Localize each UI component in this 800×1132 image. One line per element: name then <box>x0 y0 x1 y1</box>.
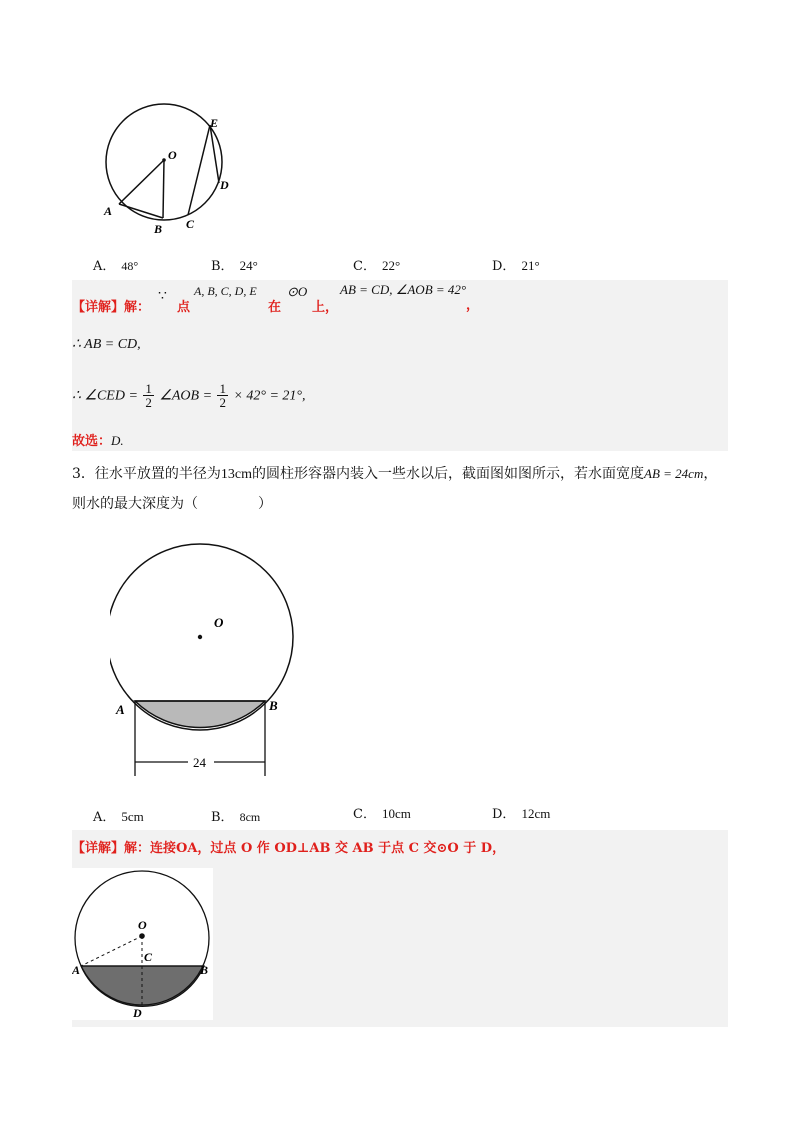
solution-line-3: ∴ ∠CED = $\frac{1}{2}$ ∠AOB = $\frac{1}{2}$ × 42° = 21°, <box>72 381 306 410</box>
solution-text: 解：连接OA，过点 O 作 OD⊥AB 交 AB 于点 C 交⊙O 于 D， <box>124 841 506 856</box>
solution-q3 <box>72 830 728 1027</box>
label-o: O <box>138 918 147 932</box>
solution-tag: 【详解】 <box>72 841 125 856</box>
solution-line-2: ∴ AB = CD, <box>72 337 141 352</box>
label-o: O <box>214 615 224 630</box>
q2-option-c: C． 22° <box>353 258 401 274</box>
q2-option-b: B． 24° <box>211 258 258 274</box>
label-b: B <box>154 222 163 236</box>
figure-circle-chords <box>92 94 252 239</box>
figure-water-cross-section <box>110 540 300 780</box>
label-d: D <box>220 178 229 192</box>
label-a: A <box>104 204 113 218</box>
label-b: B <box>200 963 209 977</box>
q2-option-d: D． 21° <box>492 258 540 274</box>
points-list: A, B, C, D, E <box>194 284 257 298</box>
solution-q2: 【详解】解： ∵ 点 A, B, C, D, E 在 ⊙O 上， AB = CD, ∠AOB = 42° ， ∴ AB = CD, ∴ ∠CED = $\frac{1}{2}$ ∠AOB = $\frac{1}{2}$ × 42° = 21°, 故选：D. <box>72 280 728 451</box>
condition-expr: AB = CD, ∠AOB = 42° <box>340 282 467 297</box>
q3-option-a: A． 5cm <box>93 809 144 825</box>
label-e: E <box>210 116 219 130</box>
because-symbol: ∵ <box>158 288 167 304</box>
question-3-line2: 则水的最大深度为（ ） <box>72 496 272 512</box>
label-o: O <box>168 148 177 162</box>
solution-tag: 【详解】 <box>72 300 125 315</box>
label-c: C <box>144 950 153 964</box>
q3-option-d: D． 12cm <box>492 806 551 822</box>
label-b: B <box>269 698 278 713</box>
final-choice: 故选：D. <box>72 433 124 449</box>
circle-o: ⊙O <box>287 284 308 299</box>
q2-option-a: A． 48° <box>93 259 139 274</box>
figure-solution-diagram <box>72 868 213 1020</box>
label-a: A <box>72 963 81 977</box>
q3-option-b: B． 8cm <box>211 810 261 825</box>
question-3: 3．往水平放置的半径为13cm的圆柱形容器内装入一些水以后，截面图如图所示，若水面宽度AB = 24cm， <box>72 466 718 482</box>
q3-option-c: C． 10cm <box>353 806 411 822</box>
dimension-label: 24 <box>193 755 206 770</box>
label-c: C <box>186 217 195 231</box>
label-d: D <box>133 1006 142 1020</box>
label-a: A <box>116 702 125 717</box>
